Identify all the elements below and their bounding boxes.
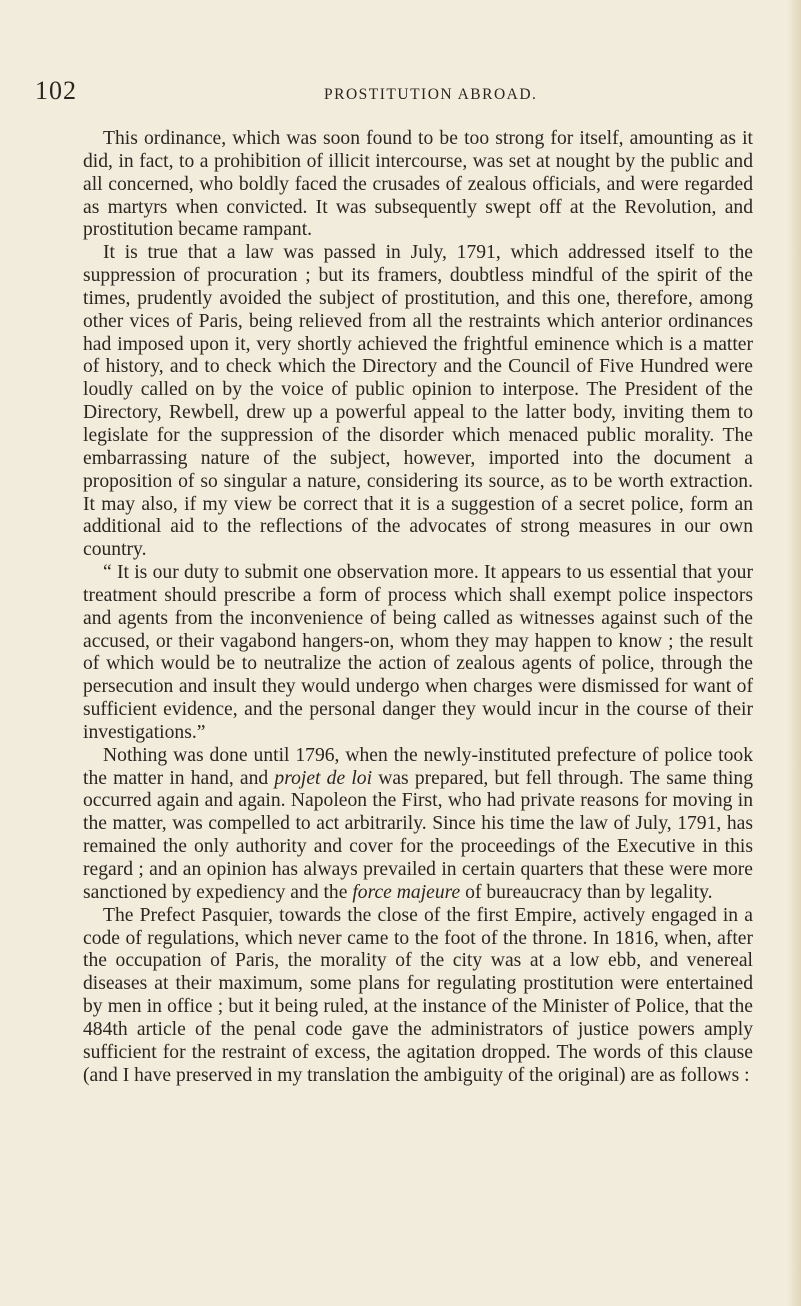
paragraph-text: The Prefect Pasquier, towards the close of the first Empire, actively engaged in a code of regulations, which never came to the foot of the throne. In 1816, when, after the occupation of Paris, the morality of the city was at a low ebb, and venereal diseases at their maximum, some plans for regulating prostitution were entertained by men in office ; but it being ruled, at the instance of the Minister of Police, that the 484th article of the penal code gave the administrators of justice powers amply sufficient for the restraint of excess, the agitation dropped. The words of this clause (and I have preserved in my translation the ambiguity of the original) are as follows : xyxy=(83,904,753,1086)
paragraph-text: Nothing was done until 1796, when the newly-instituted prefecture of police took the matter in hand, and xyxy=(83,744,753,789)
quotation-text: “ It is our duty to submit one observation more. It appears to us essential that your treatment should prescribe a form of process which shall exempt police inspectors and agents from the inconvenience of being called as witnesses against such of the accused, or their vagabond hangers-on, whom they may happen to know ; the result of which would be to neutralize the action of zealous agents of police, through the persecution and insult they would undergo when charges were dismissed for want of sufficient evidence, and the personal danger they would incur in the course of their investigations.” xyxy=(83,562,753,743)
body-text xyxy=(83,128,753,1087)
page-header xyxy=(0,76,801,106)
paragraph xyxy=(83,745,753,905)
italic-phrase: projet de loi xyxy=(274,767,373,789)
italic-phrase: force majeure xyxy=(352,881,461,903)
page-edge-shadow xyxy=(787,0,801,1306)
paragraph-text: This ordinance, which was soon found to be too strong for itself, amounting as it did, in fact, to a prohibition of illicit intercourse, was set at nought by the public and all concerned, who boldly faced the crusades of zealous officials, and were regarded as martyrs when convicted. It was subsequently swept off at the Revolution, and prostitution became rampant. xyxy=(83,128,753,241)
paragraph-text: of bureaucracy than by legality. xyxy=(460,881,713,903)
running-title: PROSTITUTION ABROAD. xyxy=(324,86,538,103)
paragraph xyxy=(83,905,753,1088)
page-number: 102 xyxy=(35,76,77,105)
paragraph xyxy=(83,128,753,242)
paragraph xyxy=(83,242,753,562)
paragraph xyxy=(83,562,753,745)
paragraph-text: It is true that a law was passed in July, 1791, which addressed itself to the suppression of procuration ; but its framers, doubtless mindful of the spirit of the times, prudently avoided the subject of prostitution, and this one, therefore, among other vices of Paris, being relieved from all the restraints which anterior ordinances had imposed upon it, very shortly achieved the frightful eminence which is a matter of history, and to check which the Directory and the Council of Five Hundred were loudly called on by the voice of public opinion to interpose. The President of the Directory, Rewbell, drew up a powerful appeal to the latter body, inviting them to legislate for the suppression of the disorder which menaced public morality. The embarrassing nature of the subject, however, imported into the document a proposition of so singular a nature, considering its source, as to be worth extraction. It may also, if my view be correct that it is a suggestion of a secret police, form an additional aid to the reflections of the advocates of strong measures in our own country. xyxy=(83,242,753,561)
paragraph-text: was prepared, but fell through. The same thing occurred again and again. Napoleon the First, who had private reasons for moving in the matter, was compelled to act arbitrarily. Since his time the law of July, 1791, has remained the only authority and cover for the proceedings of the Executive in this regard ; and an opinion has always prevailed in certain quarters that these were more sanctioned by expediency and the xyxy=(83,767,754,903)
